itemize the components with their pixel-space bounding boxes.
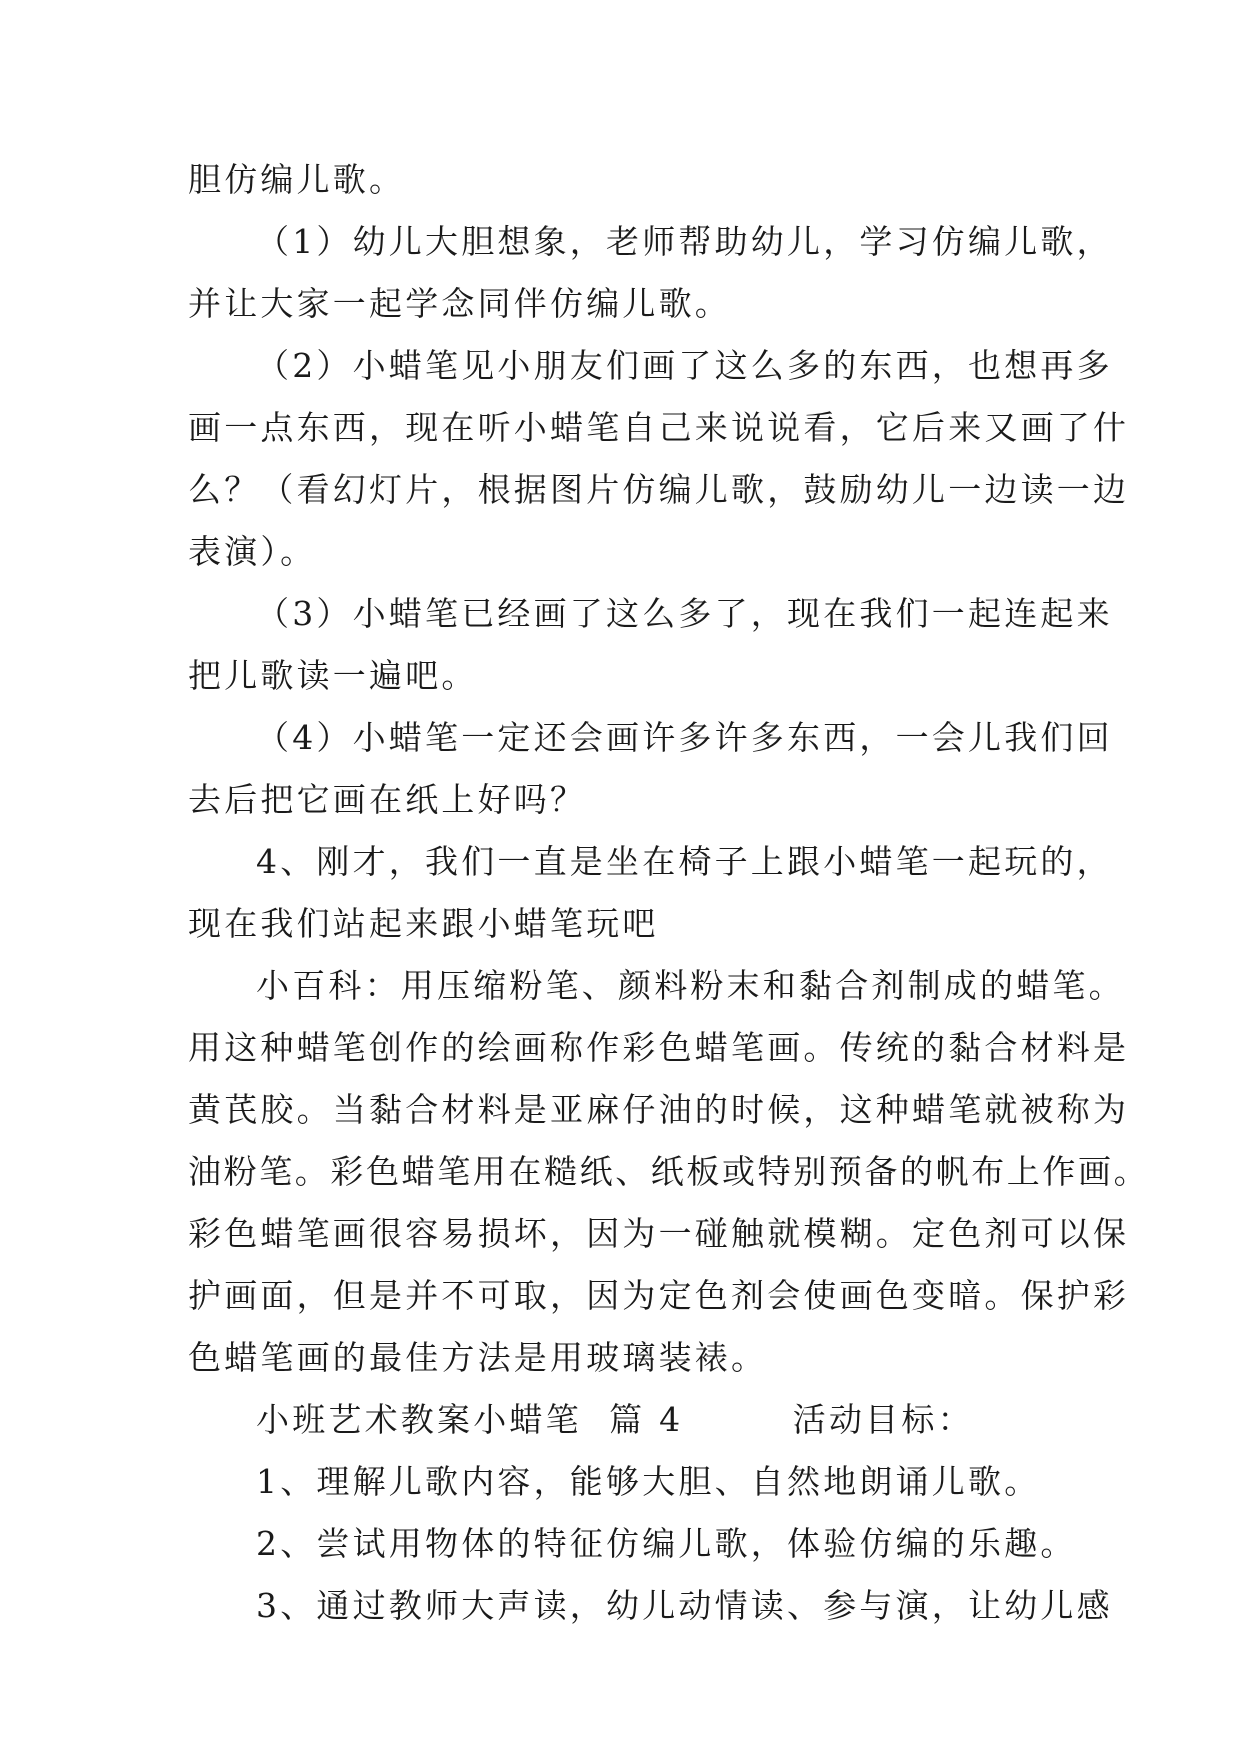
text-line-20: 色蜡笔画的最佳方法是用玻璃装裱。	[188, 1338, 768, 1377]
text-line-23: 2、尝试用物体的特征仿编儿歌，体验仿编的乐趣。	[256, 1524, 1077, 1563]
text-line-13: 现在我们站起来跟小蜡笔玩吧	[188, 904, 659, 943]
text-line-9: 把儿歌读一遍吧。	[188, 656, 478, 695]
text-line-7: 表演）。	[188, 532, 317, 571]
text-line-17: 油粉笔。彩色蜡笔用在糙纸、纸板或特别预备的帆布上作画。	[188, 1152, 1150, 1191]
text-line-6: 么？（看幻灯片，根据图片仿编儿歌，鼓励幼儿一边读一边	[188, 470, 1130, 509]
text-line-15: 用这种蜡笔创作的绘画称作彩色蜡笔画。传统的黏合材料是	[188, 1028, 1130, 1067]
text-line-5: 画一点东西，现在听小蜡笔自己来说说看，它后来又画了什	[188, 408, 1130, 447]
text-line-4: （2）小蜡笔见小朋友们画了这么多的东西，也想再多	[256, 346, 1113, 385]
text-line-12: 4、刚才，我们一直是坐在椅子上跟小蜡笔一起玩的，	[256, 842, 1113, 881]
text-line-19: 护画面，但是并不可取，因为定色剂会使画色变暗。保护彩	[188, 1276, 1130, 1315]
text-line-2: （1）幼儿大胆想象，老师帮助幼儿，学习仿编儿歌，	[256, 222, 1113, 261]
text-line-18: 彩色蜡笔画很容易损坏，因为一碰触就模糊。定色剂可以保	[188, 1214, 1130, 1253]
text-line-16: 黄芪胶。当黏合材料是亚麻仔油的时候，这种蜡笔就被称为	[188, 1090, 1130, 1129]
text-line-8: （3）小蜡笔已经画了这么多了，现在我们一起连起来	[256, 594, 1113, 633]
text-line-3: 并让大家一起学念同伴仿编儿歌。	[188, 284, 731, 323]
text-line-1: 胆仿编儿歌。	[188, 160, 406, 199]
text-line-24: 3、通过教师大声读，幼儿动情读、参与演，让幼儿感	[256, 1586, 1113, 1625]
section-heading-line: 小班艺术教案小蜡笔 篇 4 活动目标：	[256, 1400, 974, 1439]
text-line-11: 去后把它画在纸上好吗？	[188, 780, 587, 819]
text-line-22: 1、理解儿歌内容，能够大胆、自然地朗诵儿歌。	[256, 1462, 1041, 1501]
text-line-10: （4）小蜡笔一定还会画许多许多东西，一会儿我们回	[256, 718, 1113, 757]
text-line-14: 小百科：用压缩粉笔、颜料粉末和黏合剂制成的蜡笔。	[256, 966, 1125, 1005]
